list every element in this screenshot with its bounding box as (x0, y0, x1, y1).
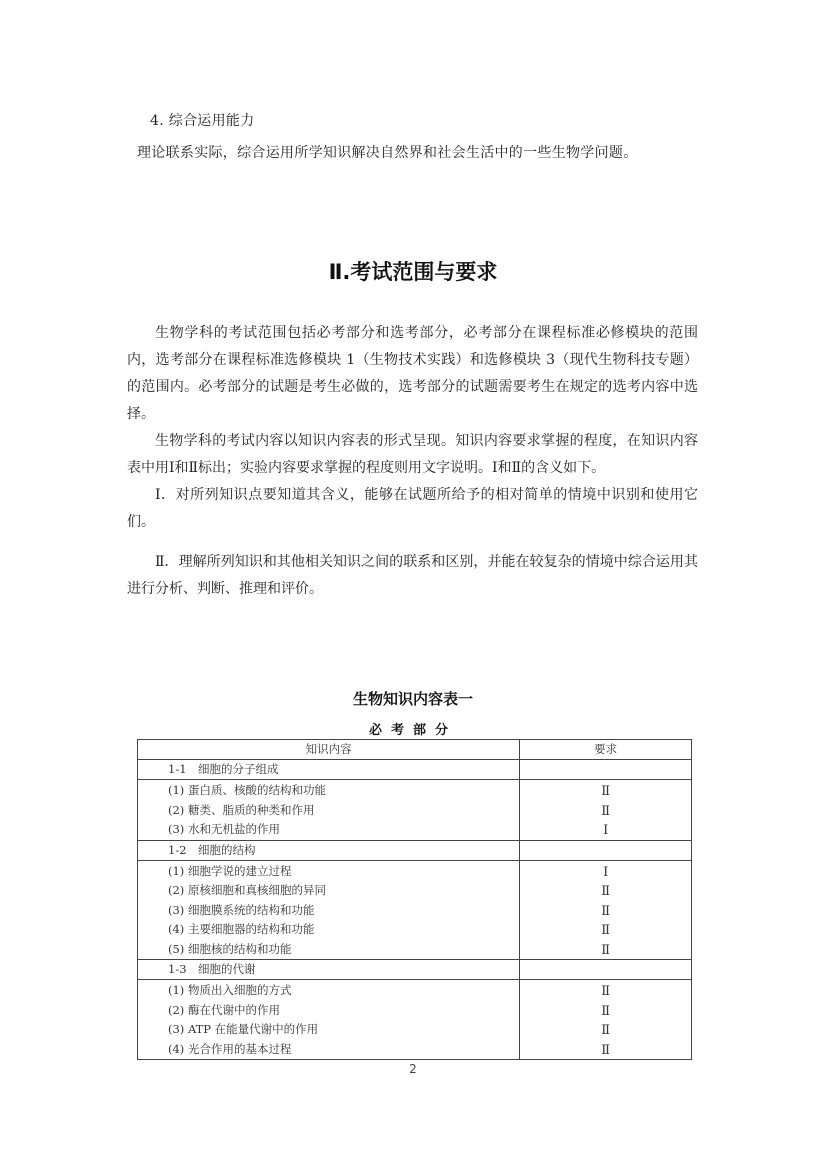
table-title: 生物知识内容表一 (352, 690, 473, 708)
requirement-level: Ⅱ (601, 1022, 611, 1037)
section-label: 1-3 细胞的代谢 (168, 962, 256, 976)
table-items-row (138, 980, 692, 1060)
section-requirement-cell (520, 960, 692, 980)
items-cell (138, 780, 520, 841)
knowledge-item: (3) 水和无机盐的作用 (168, 822, 280, 836)
paragraph: Ⅰ．对所列知识点要知道其含义，能够在试题所给予的相对简单的情境中识别和使用它们。 (127, 487, 698, 530)
page-number: 2 (409, 1062, 417, 1076)
knowledge-item: (1) 细胞学说的建立过程 (168, 863, 292, 878)
requirements-cell (520, 860, 692, 960)
requirements-cell (520, 780, 692, 841)
requirement-level: Ⅱ (601, 1002, 611, 1018)
table-items-row (138, 780, 692, 841)
requirement-level: Ⅱ (601, 783, 611, 798)
paragraph-block (127, 482, 698, 536)
section-cell (138, 840, 520, 860)
table-subtitle: 必考部分 (368, 723, 457, 738)
knowledge-item: (3) ATP 在能量代谢中的作用 (168, 1022, 319, 1036)
knowledge-item: (3) 细胞膜系统的结构和功能 (168, 902, 315, 917)
table-items-row (138, 860, 692, 960)
requirement-level: Ⅱ (601, 922, 611, 937)
table-header-row (138, 740, 692, 760)
table-section-row (138, 760, 692, 780)
knowledge-item: (4) 光合作用的基本过程 (168, 1041, 292, 1056)
knowledge-item: (2) 酶在代谢中的作用 (168, 1002, 280, 1017)
paragraph: 生物学科的考试内容以知识内容表的形式呈现。知识内容要求掌握的程度，在知识内容表中用Ⅰ和Ⅱ标出；实验内容要求掌握的程度则用文字说明。Ⅰ和Ⅱ的含义如下。 (127, 433, 698, 476)
items-cell (138, 980, 520, 1060)
requirement-level: Ⅱ (601, 883, 611, 898)
requirement-level: Ⅱ (601, 941, 611, 957)
knowledge-table (137, 739, 692, 1060)
header-requirement: 要求 (520, 740, 692, 760)
section-title: Ⅱ.考试范围与要求 (328, 260, 498, 284)
section-cell (138, 960, 520, 980)
knowledge-item: (2) 原核细胞和真核细胞的异同 (168, 883, 326, 897)
paragraph: 生物学科的考试范围包括必考部分和选考部分，必考部分在课程标准必修模块的范围内，选考部分在课程标准选修模块 1（生物技术实践）和选修模块 3（现代生物科技专题）的范围内。必考部分的试题是考生必做的，选考部分的试题需要考生在规定的选考内容中选择。 (127, 325, 698, 422)
section-requirement-cell (520, 840, 692, 860)
header-knowledge: 知识内容 (138, 740, 520, 760)
paragraph-block (127, 428, 698, 482)
requirement-level: Ⅱ (601, 1041, 611, 1057)
paragraph-block (127, 320, 698, 428)
table-section-row (138, 840, 692, 860)
paragraph: Ⅱ．理解所列知识和其他相关知识之间的联系和区别，并能在较复杂的情境中综合运用其进行分析、判断、推理和评价。 (127, 554, 698, 597)
subsection-text: 理论联系实际，综合运用所学知识解决自然界和社会生活中的一些生物学问题。 (137, 145, 638, 161)
section-requirement-cell (520, 760, 692, 780)
paragraph-block (127, 549, 698, 603)
knowledge-item: (5) 细胞核的结构和功能 (168, 941, 292, 956)
requirement-level: Ⅱ (601, 802, 611, 818)
section-label: 1-2 细胞的结构 (168, 842, 256, 857)
section-label: 1-1 细胞的分子组成 (168, 762, 279, 776)
requirements-cell (520, 980, 692, 1060)
knowledge-item: (4) 主要细胞器的结构和功能 (168, 922, 315, 936)
knowledge-item: (1) 蛋白质、核酸的结构和功能 (168, 783, 326, 797)
knowledge-item: (1) 物质出入细胞的方式 (168, 983, 292, 997)
requirement-level: Ⅱ (601, 983, 611, 998)
items-cell (138, 860, 520, 960)
knowledge-item: (2) 糖类、脂质的种类和作用 (168, 802, 315, 817)
subsection-heading: 4. 综合运用能力 (150, 113, 255, 129)
requirement-level: Ⅰ (603, 822, 609, 837)
section-cell (138, 760, 520, 780)
table-section-row (138, 960, 692, 980)
requirement-level: Ⅱ (601, 902, 611, 918)
requirement-level: Ⅰ (603, 863, 609, 879)
